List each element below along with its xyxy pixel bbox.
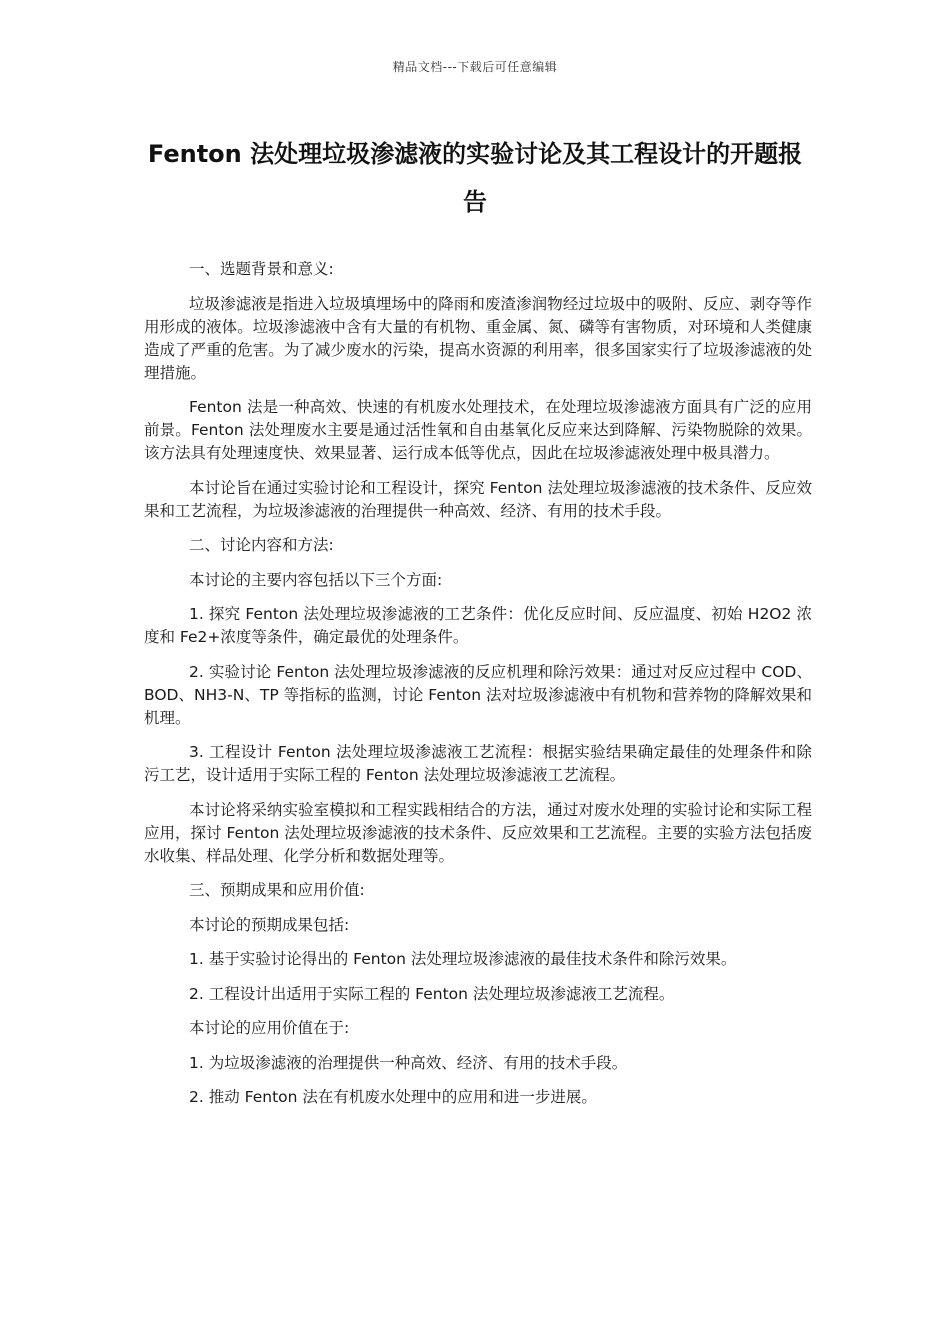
paragraph-value-intro: 本讨论的应用价值在于: xyxy=(189,1019,350,1037)
document-body xyxy=(144,258,812,1121)
list-item-outcome-1: 1. 基于实验讨论得出的 Fenton 法处理垃圾渗滤液的最佳技术条件和除污效果。 xyxy=(189,950,737,968)
paragraph-research-aim: 本讨论旨在通过实验讨论和工程设计，探究 Fenton 法处理垃圾渗滤液的技术条件、反应效果和工艺流程，为垃圾渗滤液的治理提供一种高效、经济、有用的技术手段。 xyxy=(144,478,812,520)
section-heading-background: 一、选题背景和意义: xyxy=(189,260,334,278)
paragraph-leachate-definition: 垃圾渗滤液是指进入垃圾填埋场中的降雨和废渣渗润物经过垃圾中的吸附、反应、剥夺等作用形成的液体。垃圾渗滤液中含有大量的有机物、重金属、氮、磷等有害物质，对环境和人类健康造成了严重的危害。为了减少废水的污染，提高水资源的利用率，很多国家实行了垃圾渗滤液的处理措施。 xyxy=(144,294,812,382)
paragraph-content-intro: 本讨论的主要内容包括以下三个方面: xyxy=(189,570,443,589)
paragraph-outcomes-intro: 本讨论的预期成果包括: xyxy=(189,915,350,934)
document-title: Fenton 法处理垃圾渗滤液的实验讨论及其工程设计的开题报告 xyxy=(147,140,803,216)
section-heading-methods: 二、讨论内容和方法: xyxy=(189,536,334,554)
section-heading-outcomes: 三、预期成果和应用价值: xyxy=(189,881,365,899)
list-item-outcome-2: 2. 工程设计出适用于实际工程的 Fenton 法处理垃圾渗滤液工艺流程。 xyxy=(189,984,675,1003)
page-header-note: 精品文档---下载后可任意编辑 xyxy=(392,60,558,74)
list-item-value-2: 2. 推动 Fenton 法在有机废水处理中的应用和进一步进展。 xyxy=(189,1088,597,1106)
paragraph-fenton-intro: Fenton 法是一种高效、快速的有机废水处理技术，在处理垃圾渗滤液方面具有广泛的应用前景。Fenton 法处理废水主要是通过活性氧和自由基氧化反应来达到降解、污染物脱除的效果。该方法具有处理速度快、效果显著、运行成本低等优点，因此在垃圾渗滤液处理中极具潜力。 xyxy=(144,398,812,462)
list-item-value-1: 1. 为垃圾渗滤液的治理提供一种高效、经济、有用的技术手段。 xyxy=(189,1053,628,1072)
paragraph-methodology: 本讨论将采纳实验室模拟和工程实践相结合的方法，通过对废水处理的实验讨论和实际工程应用，探讨 Fenton 法处理垃圾渗滤液的技术条件、反应效果和工艺流程。主要的实验方法包括废水收集、样品处理、化学分析和数据处理等。 xyxy=(144,800,812,865)
list-item-reaction-mechanism: 2. 实验讨论 Fenton 法处理垃圾渗滤液的反应机理和除污效果：通过对反应过程中 COD、BOD、NH3-N、TP 等指标的监测，讨论 Fenton 法对垃圾渗滤液中有机物和营养物的降解效果和机理。 xyxy=(144,662,812,727)
list-item-engineering-design: 3. 工程设计 Fenton 法处理垃圾渗滤液工艺流程：根据实验结果确定最佳的处理条件和除污工艺，设计适用于实际工程的 Fenton 法处理垃圾渗滤液工艺流程。 xyxy=(144,743,812,784)
list-item-process-conditions: 1. 探究 Fenton 法处理垃圾渗滤液的工艺条件：优化反应时间、反应温度、初始 H2O2 浓度和 Fe2+浓度等条件，确定最优的处理条件。 xyxy=(144,605,812,646)
